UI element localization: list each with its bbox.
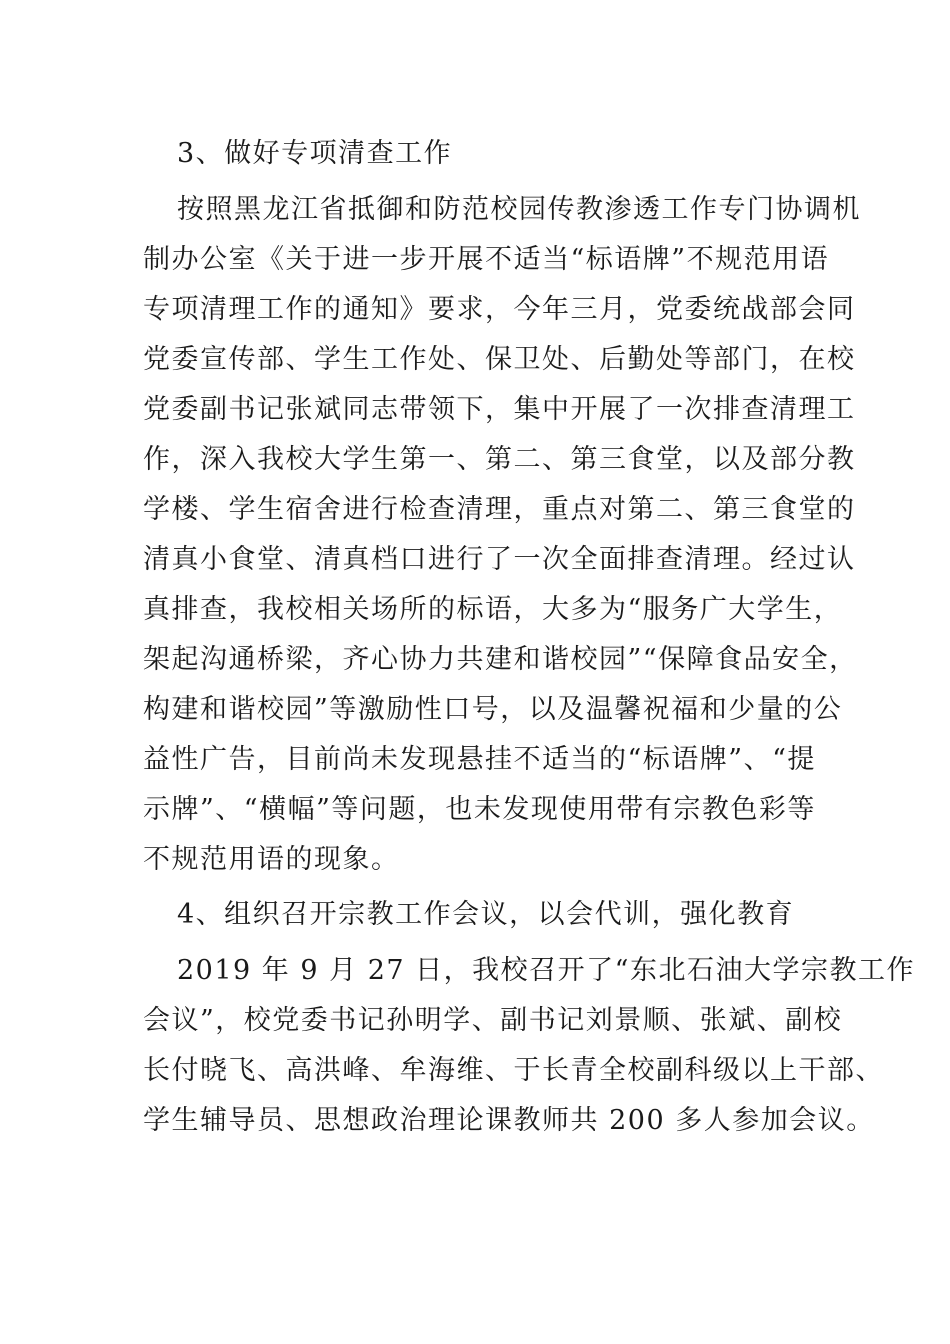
paragraph-line: 专项清理工作的通知》要求，今年三月，党委统战部会同 [143, 294, 856, 325]
paragraph-line: 清真小食堂、清真档口进行了一次全面排查清理。经过认 [143, 544, 856, 575]
paragraph-line: 党委副书记张斌同志带领下，集中开展了一次排查清理工 [143, 394, 856, 425]
paragraph-line: 架起沟通桥梁，齐心协力共建和谐校园”“保障食品安全， [143, 644, 858, 675]
paragraph-line: 制办公室《关于进一步开展不适当“标语牌”不规范用语 [143, 244, 830, 275]
paragraph-line: 真排查，我校相关场所的标语，大多为“服务广大学生， [143, 594, 843, 625]
paragraph-line: 构建和谐校园”等激励性口号，以及温馨祝福和少量的公 [143, 694, 843, 725]
section-3-heading: 3、做好专项清查工作 [177, 138, 453, 169]
paragraph-line: 学楼、学生宿舍进行检查清理，重点对第二、第三食堂的 [143, 494, 856, 525]
paragraph-line: 会议”，校党委书记孙明学、副书记刘景顺、张斌、副校 [143, 1005, 843, 1036]
paragraph-line: 2019 年 9 月 27 日，我校召开了“东北石油大学宗教工作 [177, 955, 915, 986]
section-4-heading: 4、组织召开宗教工作会议，以会代训，强化教育 [177, 899, 795, 930]
paragraph-line: 益性广告，目前尚未发现悬挂不适当的“标语牌”、“提 [143, 744, 816, 775]
paragraph-line: 党委宣传部、学生工作处、保卫处、后勤处等部门，在校 [143, 344, 856, 375]
paragraph-line: 示牌”、“横幅”等问题，也未发现使用带有宗教色彩等 [143, 794, 816, 825]
paragraph-line: 学生辅导员、思想政治理论课教师共 200 多人参加会议。 [143, 1105, 875, 1136]
paragraph-line: 按照黑龙江省抵御和防范校园传教渗透工作专门协调机 [177, 194, 861, 225]
paragraph-line: 作，深入我校大学生第一、第二、第三食堂，以及部分教 [143, 444, 856, 475]
paragraph-line: 不规范用语的现象。 [143, 844, 400, 875]
paragraph-line: 长付晓飞、高洪峰、牟海维、于长青全校副科级以上干部、 [143, 1055, 884, 1086]
